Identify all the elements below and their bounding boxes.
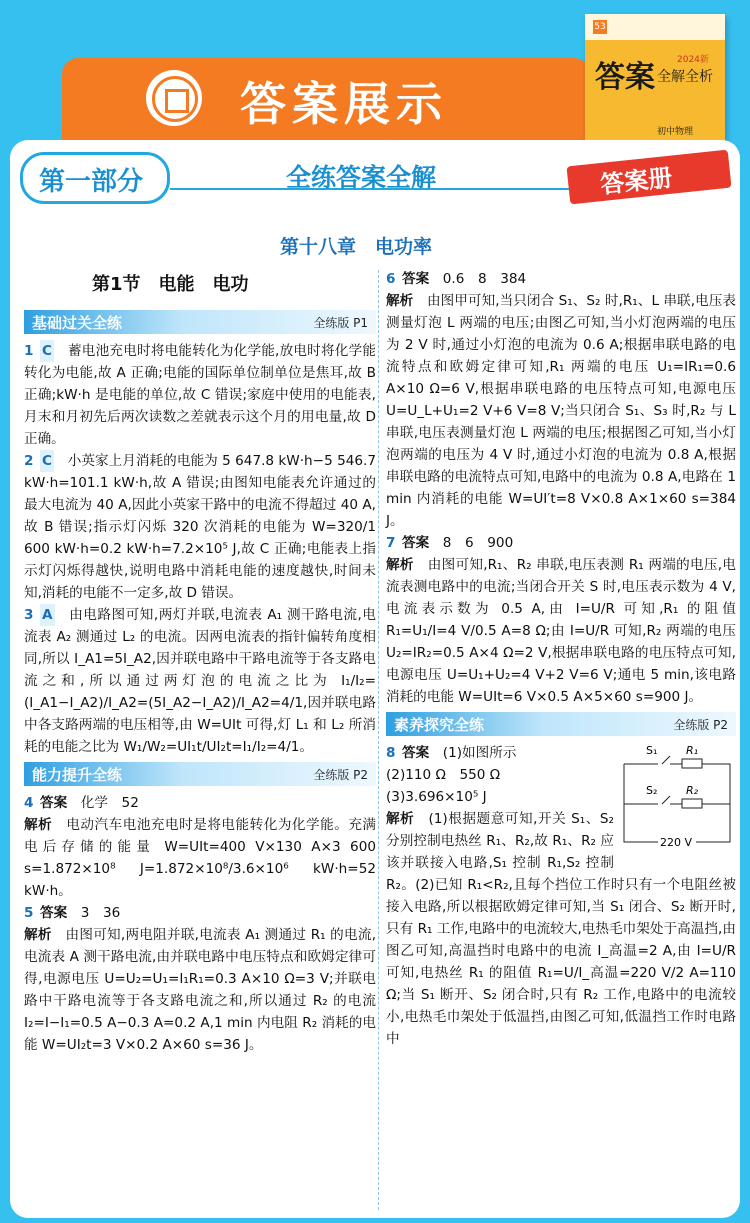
part-badge: 第一部分 [20,152,170,204]
book-title: 答案 [595,60,655,95]
question-4: 4 答案 化学 52 解析 电动汽车电池充电时是将电能转化为化学能。充满电后存储的能量 W=UIt=400 V×130 A×3 600 s=1.872×10⁸ J=1.872×10⁸/3.6×10⁶ kW·h=52 kW·h。 [24,795,377,899]
svg-text:220 V: 220 V [660,836,693,849]
svg-text:R₁: R₁ [686,744,699,757]
svg-text:S₁: S₁ [646,744,658,757]
circuit-diagram [618,742,736,862]
question-3: 3 A 由电路图可知,两灯并联,电流表 A₁ 测干路电流,电流表 A₂ 测通过 L₂ 的电流。因两电流表的指针偏转角度相同,所以 I_A1=5I_A2,因并联电路中干路电流等于各支路电流之和,所以通过两灯泡的电流之比为 I₁/I₂=(I_A1−I_A2)/I_A2=(5I_A2−I_A2)/I_A2=4/1,因并联电路中各支路两端的电压相等,由 W=UIt 可得,灯 L₁ 和 L₂ 所消耗的电能之比为 W₁/W₂=UI₁t/UI₂t=I₁/I₂=4/1。 [24,604,376,758]
question-5: 5 答案 3 36 解析 由图可知,两电阻并联,电流表 A₁ 测通过 R₁ 的电流,电流表 A 测干路电流,由并联电路中电压特点和欧姆定律可得,电源电压 U=U₂=U₁=I₁R₁=0.3 A×10 Ω=3 V;并联电路中干路电流等于各支路电流之和,所以通过 R₂ 的电流 I₂=I−I₁=0.5 A−0.3 A=0.2 A,1 min 内电阻 R₂ 消耗的电能 W=UI₂t=3 V×0.2 A×60 s=36 J。 [24,905,377,1053]
section-header: 基础过关全练 全练版 P1 [24,310,376,334]
content-panel [10,140,740,1218]
header-banner [62,58,590,140]
banner-title: 答案展示 [240,77,448,131]
book-subtitle: 全解全析 [657,69,713,85]
book-series: 初中物理 [657,127,694,137]
section-title: 第1节 电能 电功 [92,274,249,295]
question-7: 7 答案 8 6 900 解析 由图可知,R₁、R₂ 串联,电压表测 R₁ 两端的电压,电流表测电路中的电流;当闭合开关 S 时,电压表示数为 4 V,电流表示数为 0.5 A,由 I=U/R 可知,R₁ 的阻值 R₁=U₁/I=4 V/0.5 A=8 Ω;由 I=U/R 可知,R₂ 两端的电压 U₂=IR₂=0.5 A×4 Ω=2 V,根据串联电路的电压特点可知,电源电压 U=U₁+U₂=4 V+2 V=6 V;通电 5 min,该电路消耗的电能 W=UIt=6 V×0.5 A×5×60 s=900 J。 [386,535,737,705]
frame-icon [146,70,202,126]
question-8: 8 答案 (1)如图所示 (2)110 Ω 550 Ω (3)3.696×10⁵ J 解析 (1)根据题意可知,开关 S₁、S₂ 分别控制电热丝 R₁、R₂,故 R₁、R₂ 应该并联接入电路,S₁ 控制 R₁,S₂ 控制 R₂。(2)已知 R₁<R₂,且每个挡位工作时只有一个电阻丝被接入电路,所以根据欧姆定律可知,当 S₁ 闭合、S₂ 断开时,只有 R₁ 工作,电路中的电流较大,电热毛巾架处于高温挡,由图乙可知,高温挡时电路中的电流 I_高温=2 A,由 I=U/R 可知,电热丝 R₁ 的阻值 R₁=U/I_高温=220 V/2 A=110 Ω;当 S₁ 断开、S₂ 闭合时,只有 R₂ 工作,电路中的电流较小,电热毛巾架处于低温挡,由图乙可知,低温挡工作时电路中 [386,745,736,1047]
svg-text:S₂: S₂ [646,784,658,797]
right-column [386,268,736,1050]
section-header: 素养探究全练 全练版 P2 [386,712,736,736]
book-year: 2024新 [677,55,709,65]
brand-logo: 53 [594,22,606,32]
section-header: 能力提升全练 全练版 P2 [24,762,376,786]
question-6: 6 答案 0.6 8 384 解析 由图甲可知,当只闭合 S₁、S₂ 时,R₁、L 串联,电压表测量灯泡 L 两端的电压;由图乙可知,当小灯泡两端的电压为 2 V 时,通过小灯泡的电流为 0.6 A;根据串联电路的电流特点和欧姆定律可知,R₁ 两端的电压 U₁=IR₁=0.6 A×10 Ω=6 V,根据串联电路的电压特点可知,电源电压 U=U_L+U₁=2 V+6 V=8 V;当只闭合 S₁、S₃ 时,R₂ 与 L 串联,电压表测量灯泡 L 两端的电压;根据图乙可知,当小灯泡两端的电压为 4 V 时,通过小灯泡的电流为 0.8 A,根据串联电路的电流特点可知,电路中的电流为 0.8 A,电路在 1 min 内消耗的电能 W=UI′t=8 V×0.8 A×1×60 s=384 J。 [386,271,736,529]
question-2: 2 C 小英家上月消耗的电能为 5 647.8 kW·h−5 546.7 kW·h=101.1 kW·h,故 A 错误;由图知电能表允许通过的最大电流为 40 A,因此小英家干路中的电流不得超过 40 A,故 B 错误;指示灯闪烁 320 次消耗的电能为 W=320/1 600 kW·h=0.2 kW·h=7.2×10⁵ J,故 C 正确;电能表上指示灯闪烁得越快,说明电路中消耗电能的速度越快,时间未知,消耗的电能不一定多,故 D 错误。 [24,450,376,604]
ribbon-badge: 答案册 [566,150,731,205]
part-title: 全练答案全解 [286,163,437,192]
chapter-title: 第十八章 电功率 [280,236,433,258]
svg-text:R₂: R₂ [686,784,699,797]
question-1: 1 C 蓄电池充电时将电能转化为化学能,放电时将化学能转化为电能,故 A 正确;电能的国际单位制单位是焦耳,故 B 正确;kW·h 是电能的单位,故 C 错误;家庭中使用的电能表,月末和月初先后两次读数之差就表示这个月的用电量,故 D 正确。 [24,340,376,450]
left-column [24,310,376,1056]
